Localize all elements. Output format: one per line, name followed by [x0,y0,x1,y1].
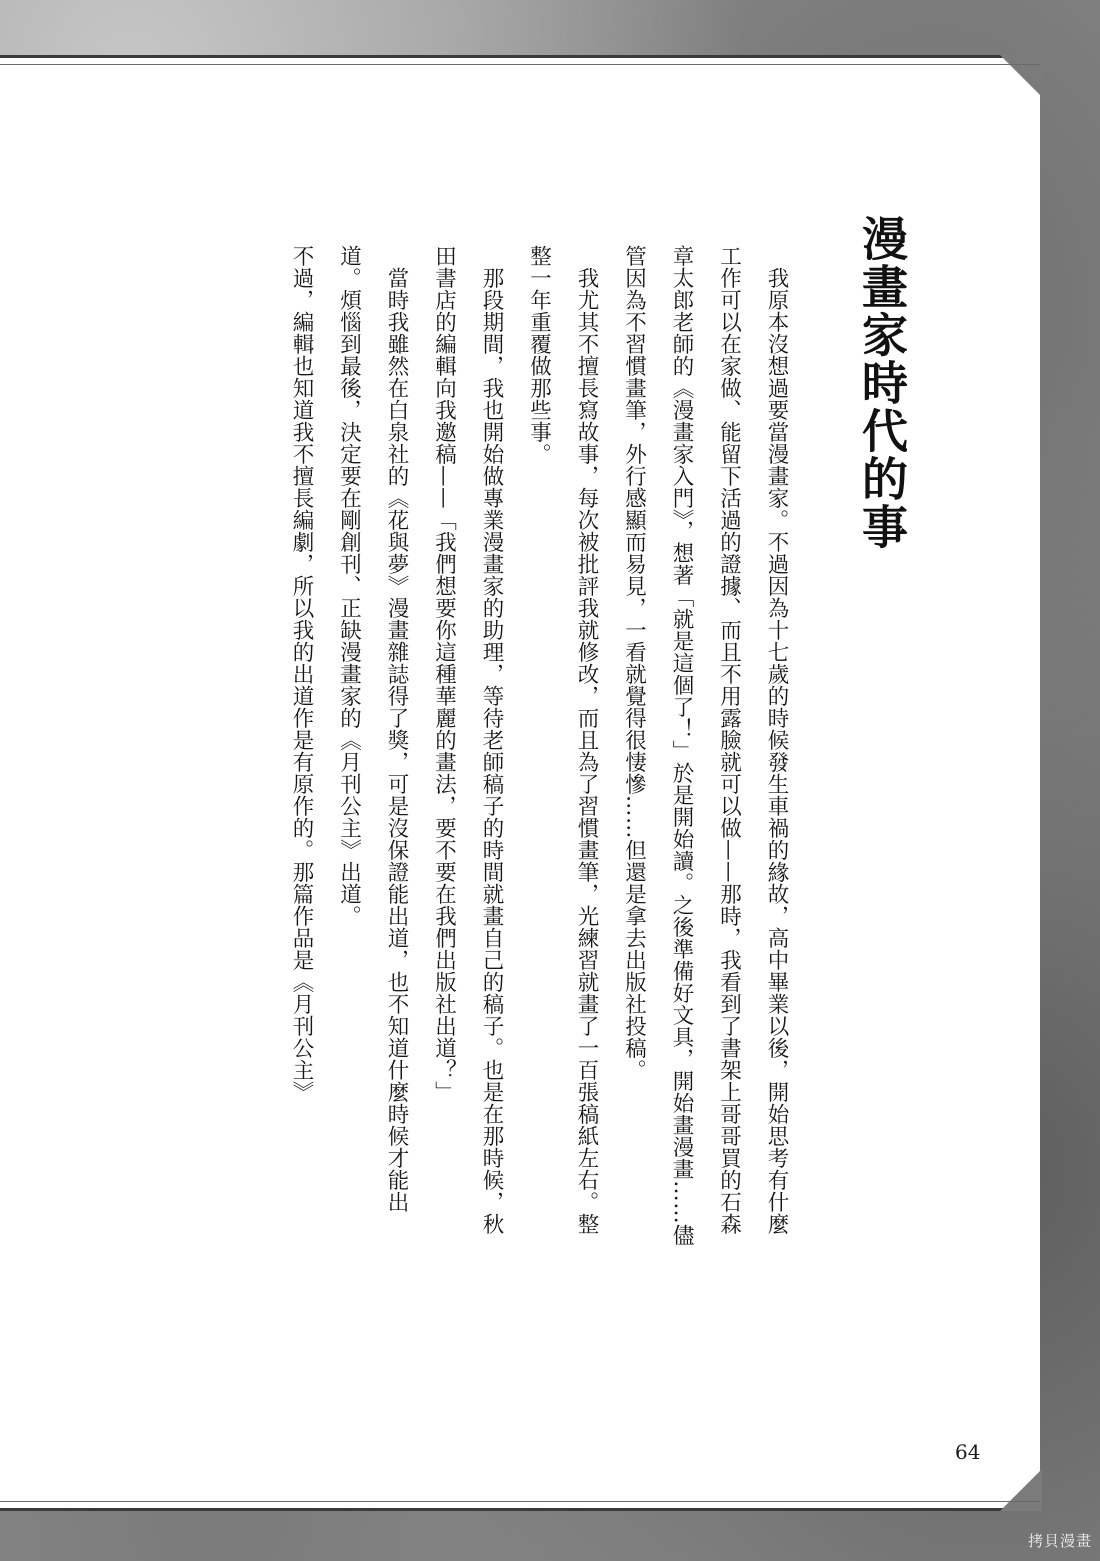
watermark-text: 拷貝漫畫 [1027,1532,1092,1550]
corner-ornament-bottom [1000,1469,1042,1511]
page-number: 64 [955,1440,981,1464]
paragraph-4: 當時我雖然在白泉社的《花與夢》漫畫雜誌得了獎，可是沒保證能出道，也不知道什麼時候才能出道。煩惱到最後，決定要在剛創刊、正缺漫畫家的《月刊公主》出道。 [336,245,409,1213]
paragraph-1: 我原本沒想過要當漫畫家。不過因為十七歲的時候發生車禍的緣故，高中畢業以後，開始思考有什麼工作可以在家做、能留下活過的證據、而且不用露臉就可以做——那時，我看到了書架上哥哥買的石森章太郎老師的《漫畫家入門》，想著「就是這個了！」於是開始讀。之後準備好文具，開始畫漫畫……儘管因為不習慣畫筆，外行感顯而易見，一看就覺得很悽慘……但還是拿去出版社投稿。 [621,245,789,1247]
paragraph-3: 那段期間，我也開始做專業漫畫家的助理，等待老師稿子的時間就畫自己的稿子。也是在那時候，秋田書店的編輯向我邀稿——「我們想要你這種華麗的畫法，要不要在我們出版社出道？」 [431,245,504,1235]
paragraph-2: 我尤其不擅長寫故事，每次被批評我就修改，而且為了習慣畫筆，光練習就畫了一百張稿紙左右。整整一年重覆做那些事。 [526,245,599,1235]
chapter-title: 漫畫家時代的事 [855,215,909,551]
paragraph-5: 不過，編輯也知道我不擅長編劇，所以我的出道作是有原作的。那篇作品是《月刊公主》 [289,245,314,1103]
body-text [278,245,801,1255]
corner-ornament-top [1000,55,1042,97]
